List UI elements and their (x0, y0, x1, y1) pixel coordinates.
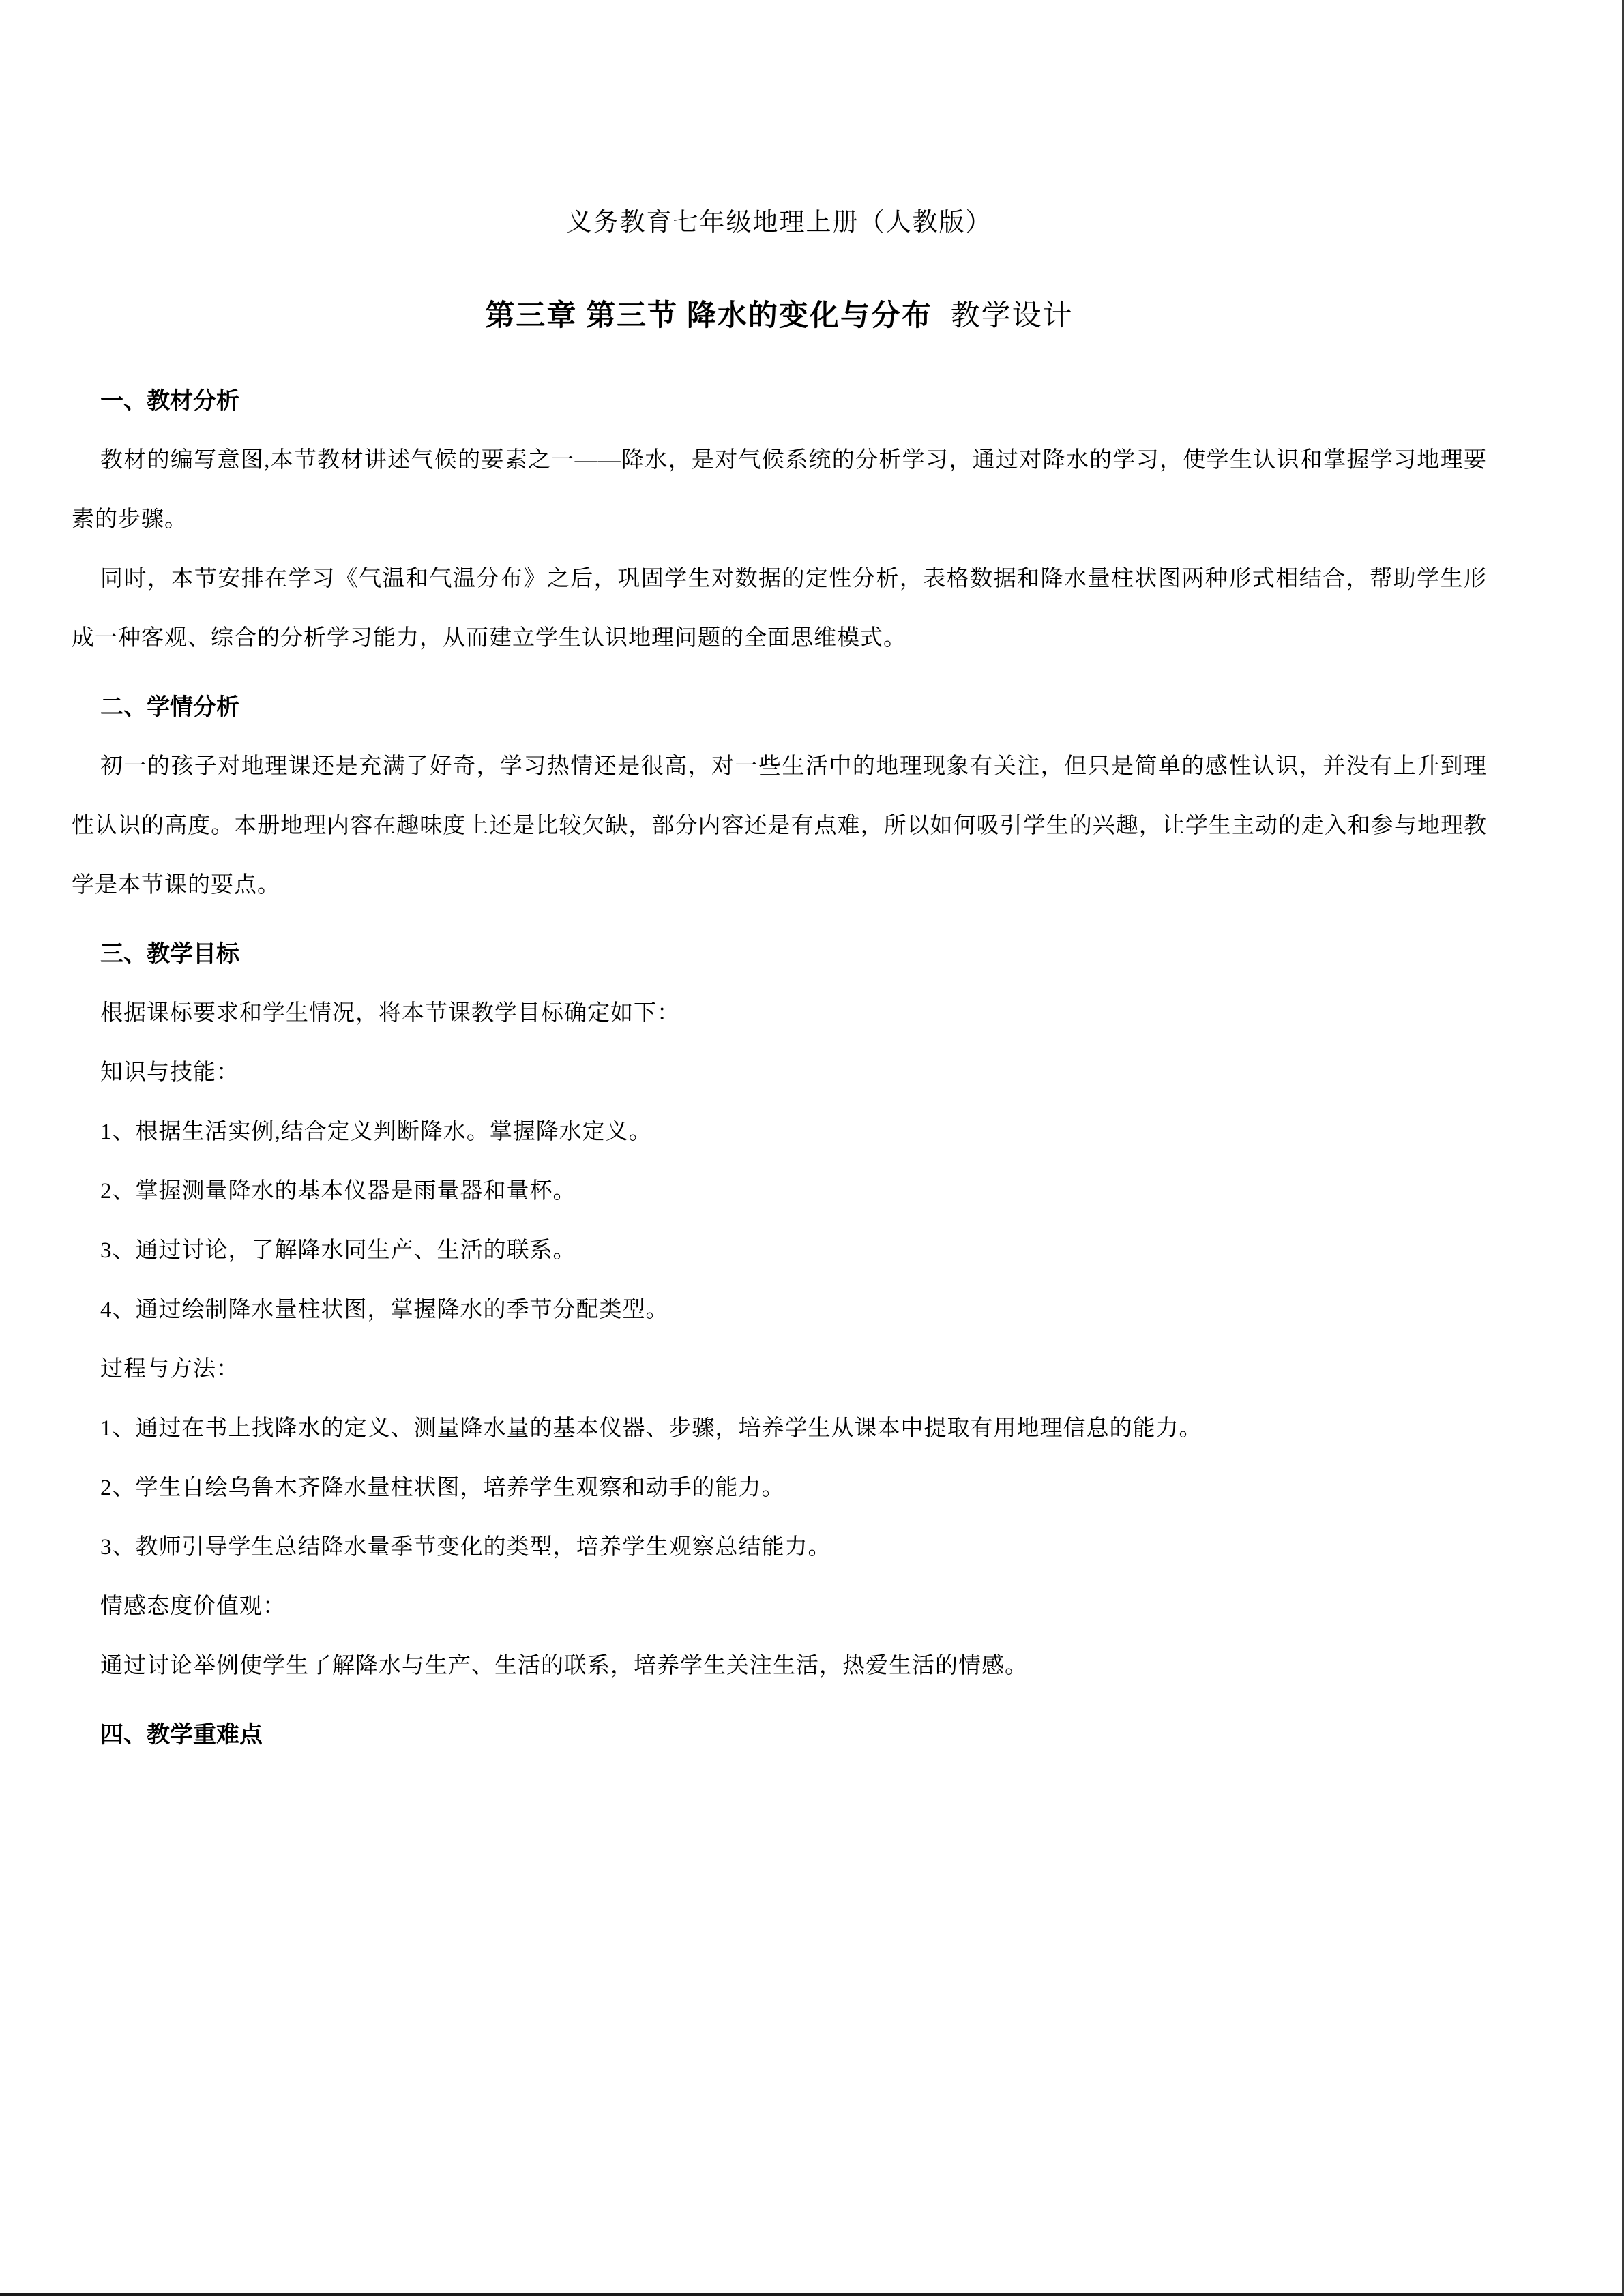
paragraph: 初一的孩子对地理课还是充满了好奇，学习热情还是很高，对一些生活中的地理现象有关注，但只是简单的感性认识，并没有上升到理性认识的高度。本册地理内容在趣味度上还是比较欠缺，部分内容还是有点难，所以如何吸引学生的兴趣，让学生主动的走入和参与地理教学是本节课的要点。 (72, 754, 1487, 897)
list-item: 3、通过讨论，了解降水同生产、生活的联系。 (100, 1238, 576, 1263)
paragraph: 根据课标要求和学生情况，将本节课教学目标确定如下： (100, 1001, 680, 1026)
list-item: 2、学生自绘乌鲁木齐降水量柱状图，培养学生观察和动手的能力。 (100, 1476, 785, 1500)
list-item: 4、通过绘制降水量柱状图，掌握降水的季节分配类型。 (100, 1298, 669, 1322)
paragraph: 同时，本节安排在学习《气温和气温分布》之后，巩固学生对数据的定性分析，表格数据和降水量柱状图两种形式相结合，帮助学生形成一种客观、综合的分析学习能力，从而建立学生认识地理问题的全面思维模式。 (72, 567, 1487, 651)
list-item: 1、根据生活实例,结合定义判断降水。掌握降水定义。 (100, 1120, 652, 1144)
paragraph-knowledge-skills-label: 知识与技能： (100, 1060, 239, 1085)
list-item: 2、掌握测量降水的基本仪器是雨量器和量杯。 (100, 1179, 576, 1204)
paragraph-process-method-label: 过程与方法： (100, 1357, 239, 1382)
section-heading-key-difficult-points: 四、教学重难点 (100, 1723, 263, 1748)
list-item: 3、教师引导学生总结降水量季节变化的类型，培养学生观察总结能力。 (100, 1535, 831, 1560)
list-item: 1、通过在书上找降水的定义、测量降水量的基本仪器、步骤，培养学生从课本中提取有用地理信息的能力。 (100, 1416, 1202, 1441)
paragraph-emotion-values-label: 情感态度价值观： (100, 1594, 286, 1619)
section-heading-teaching-goals: 三、教学目标 (100, 942, 239, 967)
subtitle-chapter-section: 第三章 第三节 降水的变化与分布 (485, 300, 932, 332)
document-subtitle (72, 293, 1487, 334)
section-heading-material-analysis: 一、教材分析 (100, 389, 239, 414)
document-title: 义务教育七年级地理上册（人教版） (566, 209, 992, 237)
subtitle-doc-type: 教学设计 (950, 300, 1074, 332)
section-heading-student-analysis: 二、学情分析 (100, 695, 239, 720)
paragraph: 通过讨论举例使学生了解降水与生产、生活的联系，培养学生关注生活，热爱生活的情感。 (100, 1654, 1028, 1678)
paragraph: 教材的编写意图,本节教材讲述气候的要素之一——降水，是对气候系统的分析学习，通过对降水的学习，使学生认识和掌握学习地理要素的步骤。 (72, 448, 1487, 532)
